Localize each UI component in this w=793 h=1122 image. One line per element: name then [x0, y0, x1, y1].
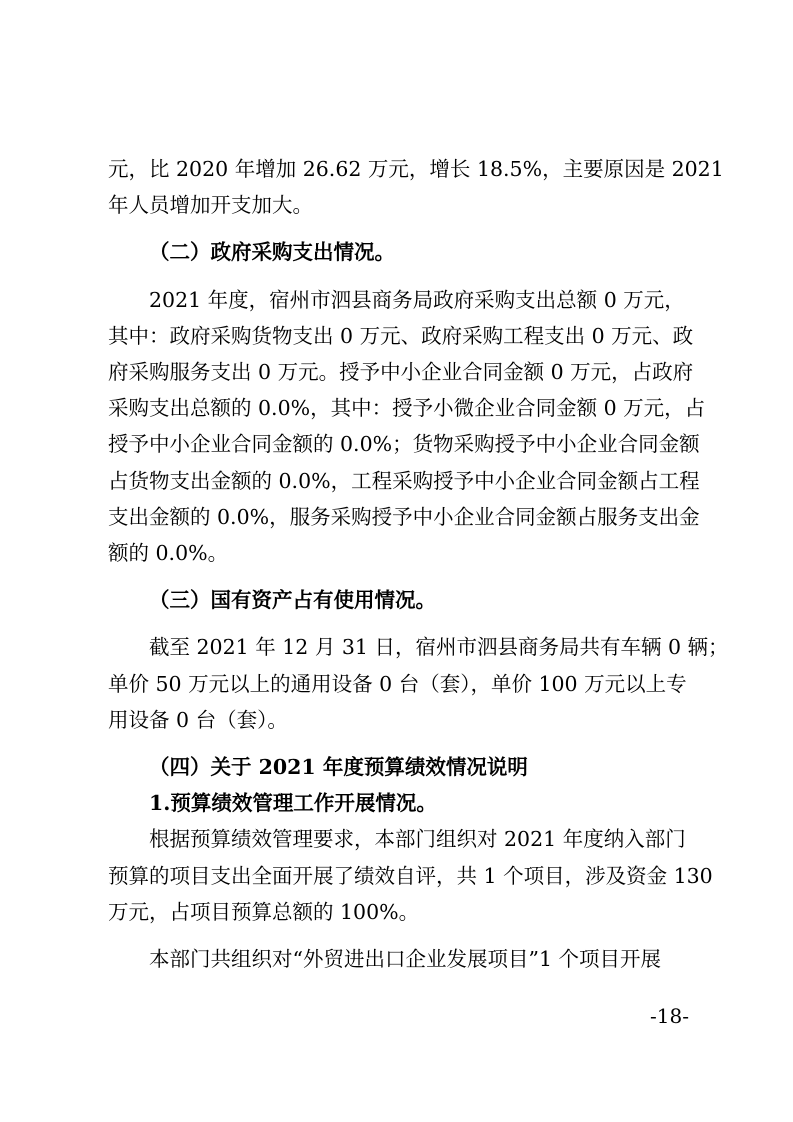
paragraph-performance-management: [108, 821, 713, 930]
text-line: 万元，占项目预算总额的 100%。: [108, 899, 420, 924]
text-line: 用设备 0 台（套）。: [108, 707, 288, 732]
text-line: 根据预算绩效管理要求，本部门组织对 2021 年度纳入部门: [149, 827, 686, 852]
text-line: 占货物支出金额的 0.0%，工程采购授予中小企业合同金额占工程: [108, 468, 700, 493]
page-number: -18-: [650, 1004, 689, 1028]
text-line: 其中：政府采购货物支出 0 万元、政府采购工程支出 0 万元、政: [108, 323, 694, 348]
text-line: 单价 50 万元以上的通用设备 0 台（套），单价 100 万元以上专: [108, 671, 687, 696]
section-heading-assets: （三）国有资产占有使用情况。: [149, 588, 436, 613]
text-line: 2021 年度，宿州市泗县商务局政府采购支出总额 0 万元，: [149, 287, 685, 312]
paragraph-assets: [108, 629, 729, 738]
text-line: 授予中小企业合同金额的 0.0%；货物采购授予中小企业合同金额: [108, 432, 700, 457]
text-line: 本部门共组织对“外贸进出口企业发展项目”1 个项目开展: [149, 947, 662, 972]
subsection-heading-performance-management: 1.预算绩效管理工作开展情况。: [149, 791, 437, 816]
paragraph-project-evaluation: [108, 941, 690, 977]
text-line: 额的 0.0%。: [108, 541, 229, 566]
paragraph-expense-increase: [108, 151, 724, 223]
text-line: 采购支出总额的 0.0%，其中：授予小微企业合同金额 0 万元，占: [108, 396, 706, 421]
document-body: [108, 151, 729, 977]
text-line: 府采购服务支出 0 万元。授予中小企业合同金额 0 万元，占政府: [108, 360, 694, 385]
section-heading-procurement: （二）政府采购支出情况。: [149, 240, 395, 265]
text-line: 预算的项目支出全面开展了绩效自评，共 1 个项目，涉及资金 130: [108, 863, 713, 888]
section-heading-performance: （四）关于 2021 年度预算绩效情况说明: [149, 755, 528, 780]
text-line: 支出金额的 0.0%，服务采购授予中小企业合同金额占服务支出金: [108, 504, 700, 529]
text-line: 元，比 2020 年增加 26.62 万元，增长 18.5%，主要原因是 2021: [108, 157, 724, 181]
paragraph-procurement: [108, 282, 706, 572]
text-line: 截至 2021 年 12 月 31 日，宿州市泗县商务局共有车辆 0 辆；: [149, 635, 729, 660]
text-line: 年人员增加开支加大。: [108, 193, 313, 218]
